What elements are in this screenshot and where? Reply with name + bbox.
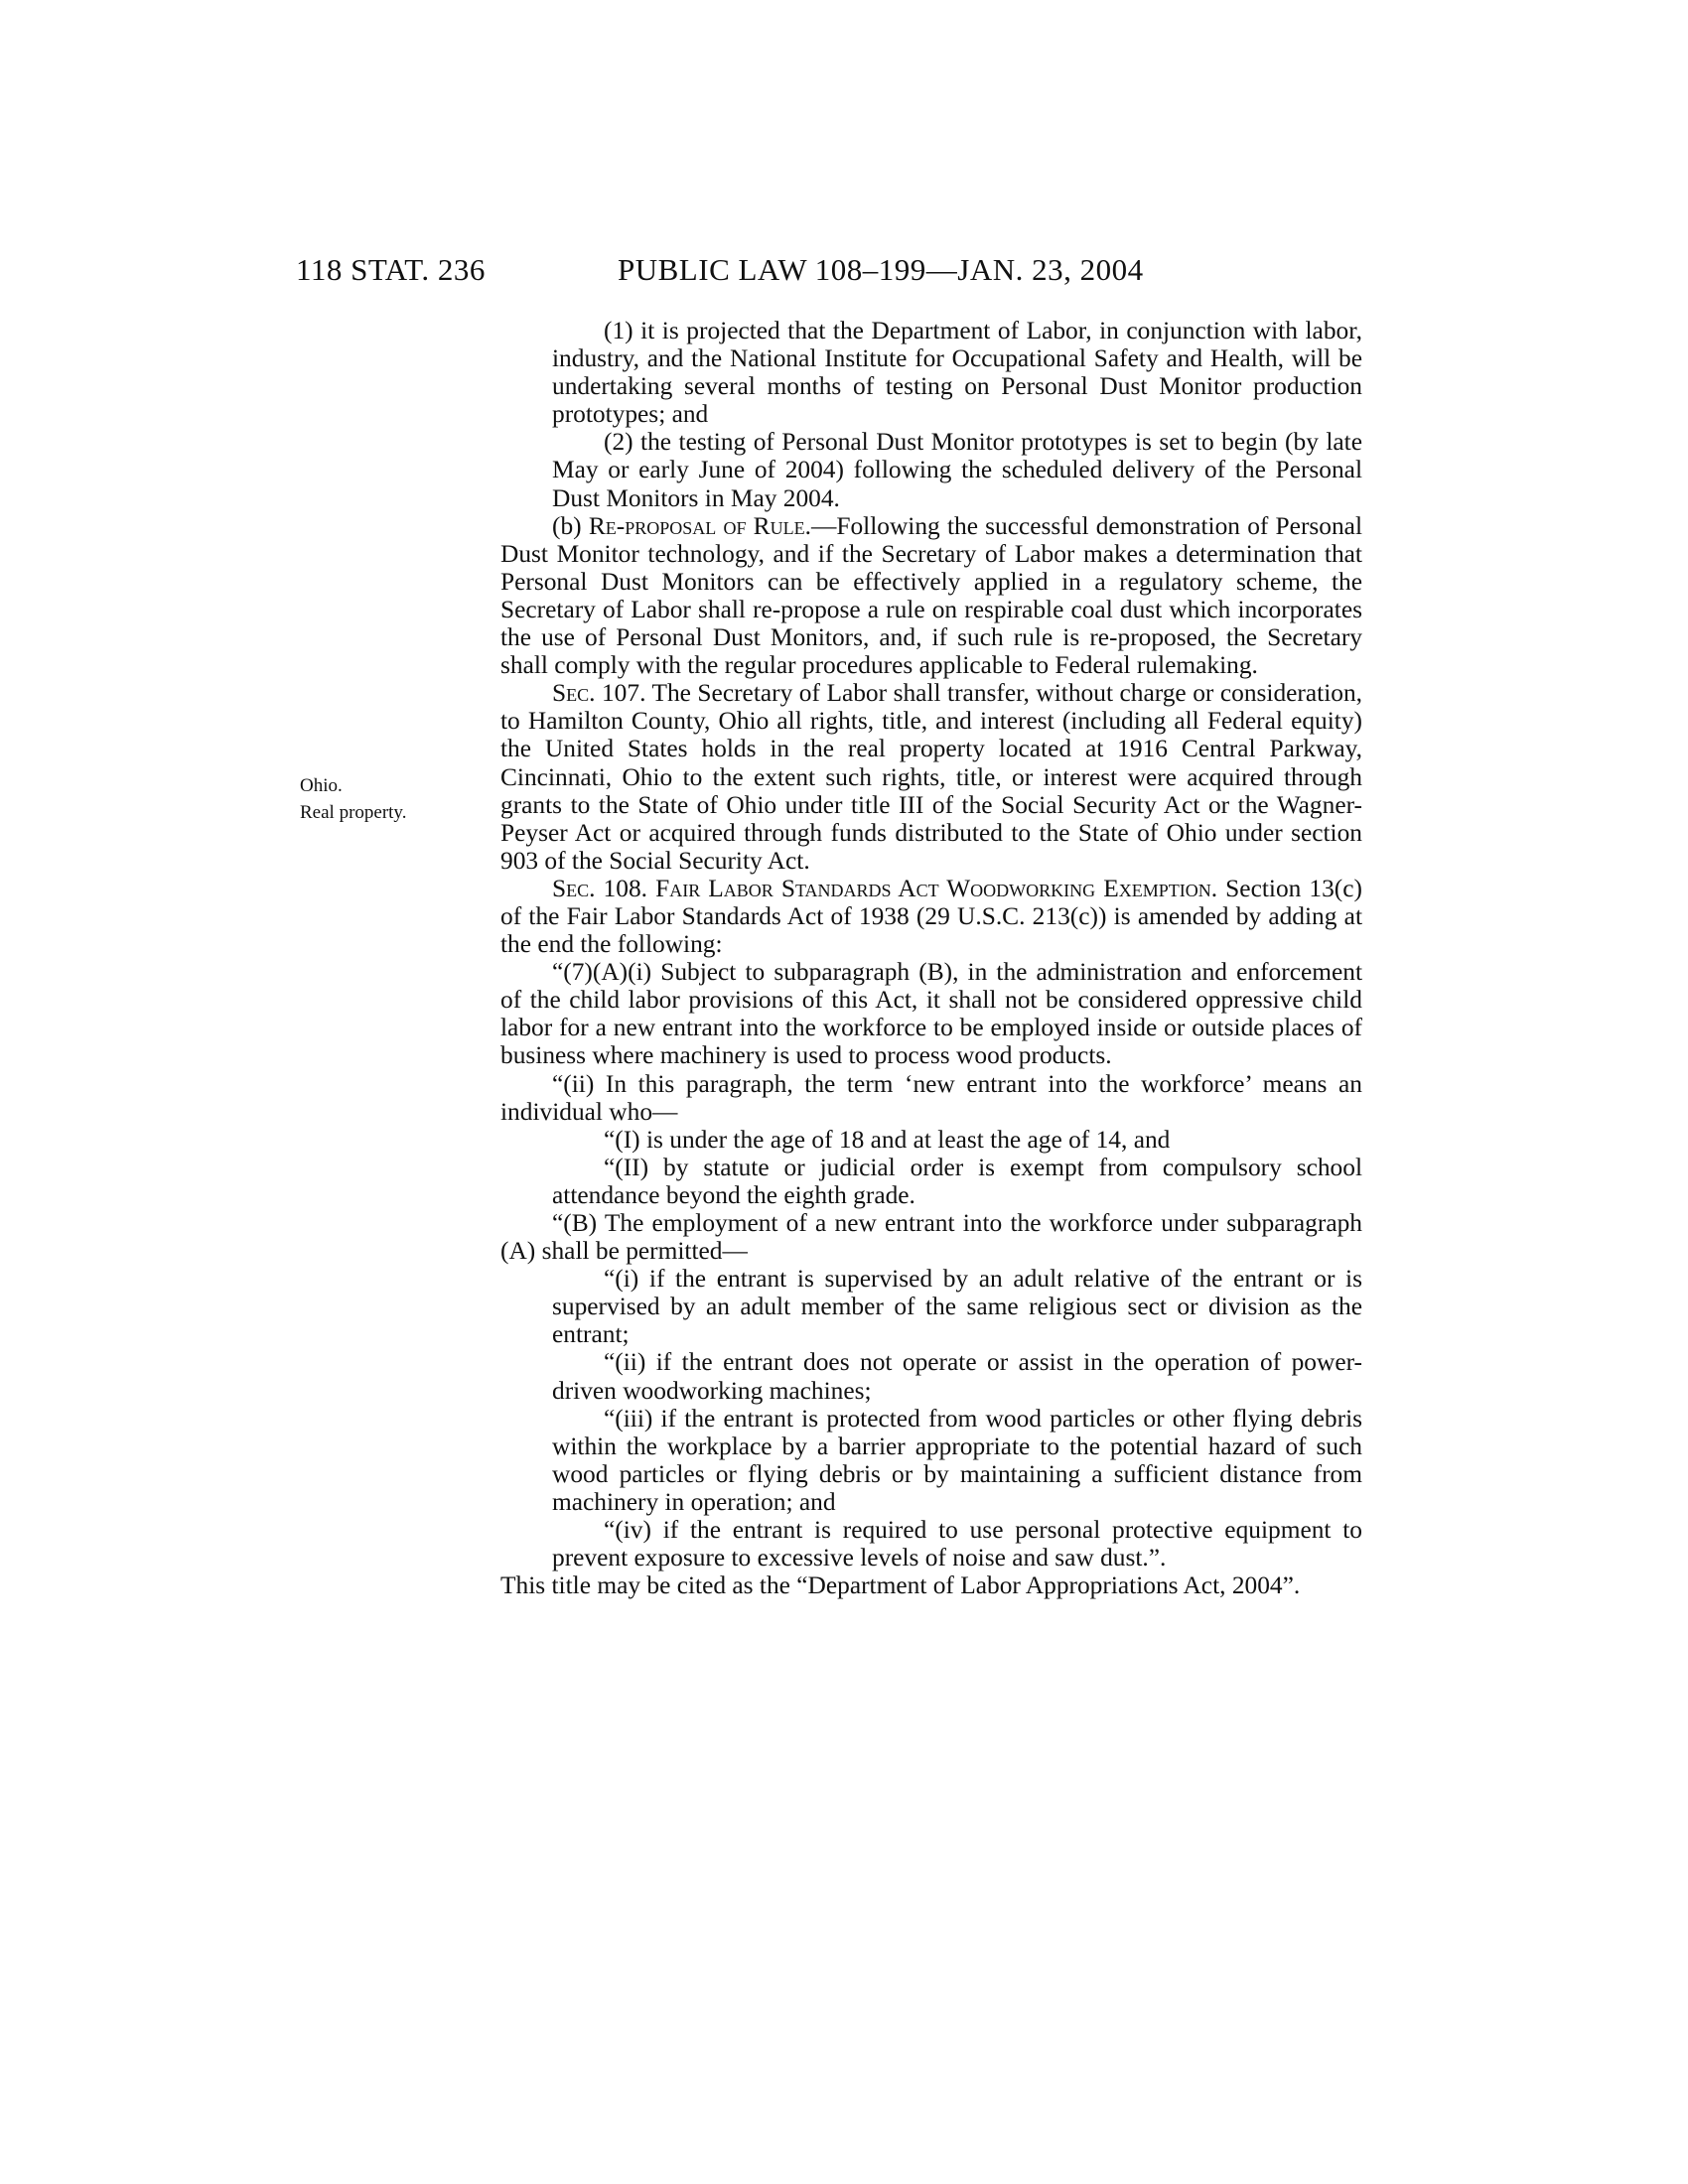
section-heading: Re-proposal of Rule xyxy=(588,511,805,540)
section-107: Sec. 107. The Secretary of Labor shall transfer, without charge or consideration, to Hamilton County, Ohio all rights, title, and interest (including all Federal equity) the United States holds in the real property located at 1916 Central Parkway, Cincinnati, Ohio to the extent such rights, title, or interest were acquired through grants to the State of Ohio under title III of the Social Security Act or the Wagner-Peyser Act or acquired through funds distributed to the State of Ohio under section 903 of the Social Security Act. xyxy=(500,679,1362,875)
margin-note-real-property: Real property. xyxy=(300,802,407,823)
section-label: Sec xyxy=(552,874,590,902)
margin-notes xyxy=(300,772,406,826)
clause-iii: “(iii) if the entrant is protected from wood particles or other flying debris within the workplace by a barrier appropriate to the potential hazard of such wood particles or flying debris or by maintaining a sufficient distance from machinery in operation; and xyxy=(552,1404,1362,1516)
paragraph-1: (1) it is projected that the Department of Labor, in conjunction with labor, industry, and the National Institute for Occupational Safety and Health, will be undertaking several months of testing on Personal Dust Monitor production prototypes; and xyxy=(552,317,1362,429)
paragraph-2: (2) the testing of Personal Dust Monitor prototypes is set to begin (by late May or early June of 2004) following the scheduled delivery of the Personal Dust Monitors in May 2004. xyxy=(552,428,1362,512)
clause-II: “(II) by statute or judicial order is exempt from compulsory school attendance beyond the eighth grade. xyxy=(552,1153,1362,1209)
clause-i: “(i) if the entrant is supervised by an adult relative of the entrant or is supervised by an adult member of the same religious sect or division as the entrant; xyxy=(552,1265,1362,1349)
section-label: Sec xyxy=(552,679,590,708)
page-stat-citation: 118 STAT. 236 xyxy=(296,252,486,287)
section-108: Sec. 108. Fair Labor Standards Act Woodworking Exemption. Section 13(c) of the Fair Labor Standards Act of 1938 (29 U.S.C. 213(c)) is amended by adding at the end the following: xyxy=(500,874,1362,959)
paragraph-b-re-proposal: (b) Re-proposal of Rule.—Following the successful demonstration of Personal Dust Monitor technology, and if the Secretary of Labor makes a determination that Personal Dust Monitors can be effectively applied in a regulatory scheme, the Secretary of Labor shall re-propose a rule on respirable coal dust which incorporates the use of Personal Dust Monitors, and, if such rule is re-proposed, the Secretary shall comply with the regular procedures applicable to Federal rulemaking. xyxy=(500,511,1362,680)
margin-note-ohio: Ohio. xyxy=(300,775,343,796)
short-title-paragraph: This title may be cited as the “Department of Labor Appropriations Act, 2004”. xyxy=(500,1571,1301,1600)
paragraph-7-a-i: “(7)(A)(i) Subject to subparagraph (B), in the administration and enforcement of the child labor provisions of this Act, it shall not be considered oppressive child labor for a new entrant into the workforce to be employed inside or outside places of business where machinery is used to process wood products. xyxy=(500,958,1362,1070)
clause-ii: “(ii) if the entrant does not operate or assist in the operation of power-driven woodworking machines; xyxy=(552,1348,1362,1405)
clause-I: “(I) is under the age of 18 and at least the age of 14, and xyxy=(604,1125,1171,1154)
section-heading: Fair Labor Standards Act Woodworking Exemption xyxy=(655,874,1211,902)
subparagraph-B: “(B) The employment of a new entrant into the workforce under subparagraph (A) shall be permitted— xyxy=(500,1209,1362,1266)
paragraph-ii: “(ii) In this paragraph, the term ‘new entrant into the workforce’ means an individual who— xyxy=(500,1069,1362,1126)
document-body xyxy=(500,317,1362,1599)
clause-iv: “(iv) if the entrant is required to use personal protective equipment to prevent exposure to excessive levels of noise and saw dust.”. xyxy=(552,1516,1362,1572)
page-header-title: PUBLIC LAW 108–199—JAN. 23, 2004 xyxy=(618,252,1144,287)
